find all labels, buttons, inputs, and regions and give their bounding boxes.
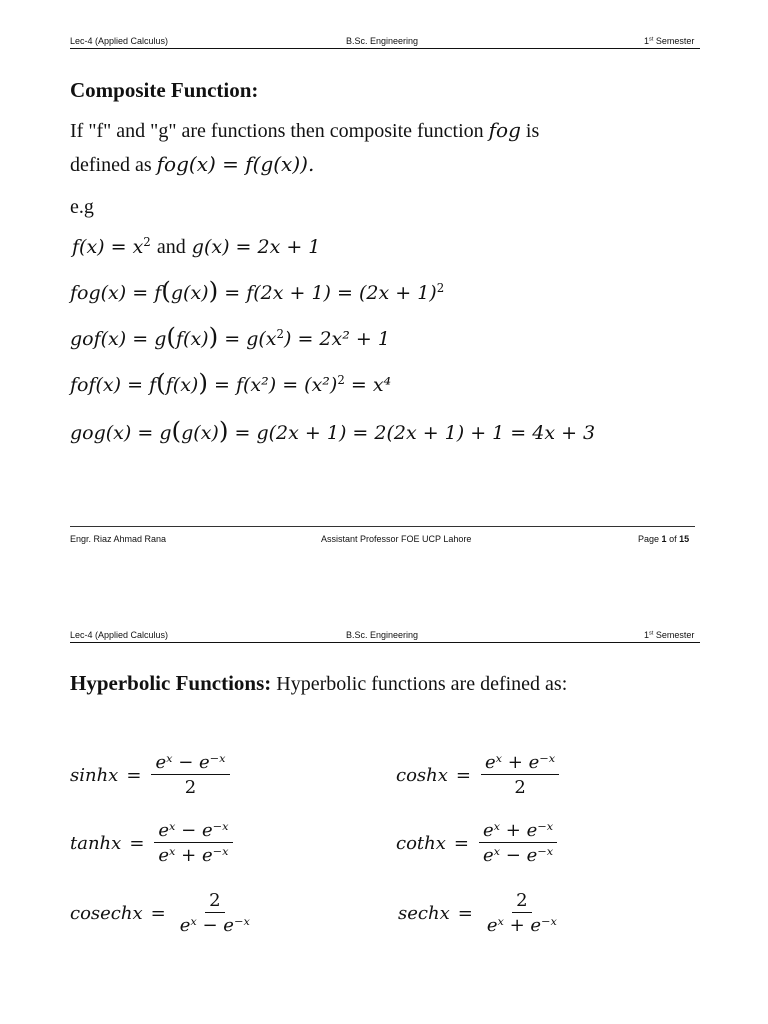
composition-fog: $fog(x) = f(g(x)) = f(2x + 1) = (2x + 1)^2$ <box>70 276 445 305</box>
header-rule <box>70 48 700 49</box>
header-program: B.Sc. Engineering <box>346 36 419 46</box>
def-coth: cothx = $\frac{\text{eˣ + e⁻ˣ}}{\text{eˣ − e⁻ˣ}}$ <box>396 820 561 866</box>
header-program: B.Sc. Engineering <box>346 630 419 640</box>
composition-gof: $gof(x) = g(f(x)) = g(x^2) = 2x^2 + 1$ <box>70 322 390 351</box>
def-sinh: sinhx = $\frac{\text{eˣ − e⁻ˣ}}{2}$ <box>70 752 234 798</box>
composition-fof: $fof(x) = f(f(x)) = f(x^2) = (x^2)^2 = x^4$ <box>70 368 392 397</box>
header-course: Lec-4 (Applied Calculus) <box>70 36 169 46</box>
def-tanh: tanhx = $\frac{\text{eˣ − e⁻ˣ}}{\text{eˣ + e⁻ˣ}}$ <box>70 820 237 866</box>
intro-line-2: defined as fog(x) = f(g(x)). <box>70 152 315 176</box>
example-label: e.g <box>70 196 94 218</box>
header-rule <box>70 642 700 643</box>
footer-author: Engr. Riaz Ahmad Rana <box>70 534 167 544</box>
section-title-hyperbolic: Hyperbolic Functions: <box>70 671 272 695</box>
def-sech: sechx = $\frac{2}{\text{eˣ + e⁻ˣ}}$ <box>398 890 557 936</box>
def-cosech: cosechx = $\frac{2}{\text{eˣ − e⁻ˣ}}$ <box>70 890 250 936</box>
intro-line-1: If "f" and "g" are functions then composite function fog is <box>70 118 540 142</box>
header-semester: 1st Semester <box>644 36 695 46</box>
header-course: Lec-4 (Applied Calculus) <box>70 630 169 640</box>
footer-affiliation: Assistant Professor FOE UCP Lahore <box>321 534 472 544</box>
section-title-composite: Composite Function: <box>70 78 259 102</box>
example-definitions: $f(x) = x^2$ and g(x) = 2x + 1 <box>72 234 321 258</box>
composition-gog: gog(x) = g(g(x)) = g(2x + 1) = 2(2x + 1) + 1 = 4x + 3 <box>70 416 596 445</box>
header-semester: 1st Semester <box>644 630 695 640</box>
def-cosh: coshx = $\frac{\text{eˣ + e⁻ˣ}}{2}$ <box>396 752 563 798</box>
hyperbolic-intro: Hyperbolic Functions: Hyperbolic functions are defined as: <box>70 671 568 695</box>
footer-rule <box>70 526 695 527</box>
footer-page-number: Page 1 of 15 <box>638 534 690 544</box>
